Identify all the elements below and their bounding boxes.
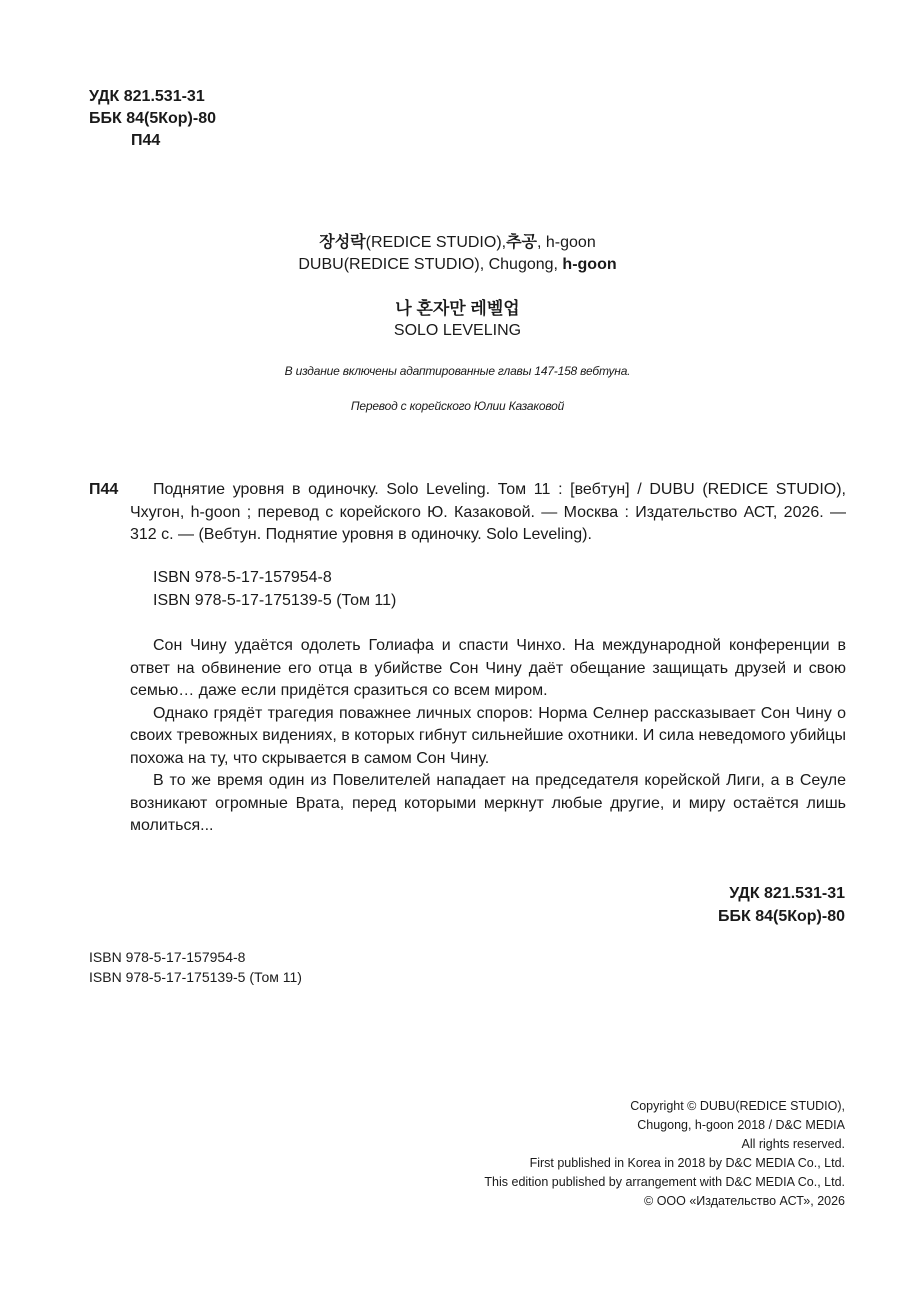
- title-block: [0, 298, 915, 342]
- included-chapters-note: В издание включены адаптированные главы 147-158 вебтуна.: [284, 364, 631, 378]
- classification-right: [718, 882, 845, 928]
- author-hgoon: , h-goon: [537, 234, 596, 251]
- copyright-line-5: This edition published by arrangement with D&C MEDIA Co., Ltd.: [484, 1175, 845, 1189]
- udk-code: УДК 821.531-31: [89, 88, 205, 105]
- isbn-series: ISBN 978-5-17-157954-8: [153, 569, 332, 586]
- author-mark: П44: [131, 132, 161, 149]
- copyright-line-3: All rights reserved.: [741, 1137, 845, 1151]
- copyright-line-1: Copyright © DUBU(REDICE STUDIO),: [630, 1099, 845, 1113]
- copyright-line-4: First published in Korea in 2018 by D&C MEDIA Co., Ltd.: [529, 1156, 845, 1170]
- translation-note: Перевод с корейского Юлии Казаковой: [350, 399, 565, 413]
- isbn-volume: ISBN 978-5-17-175139-5 (Том 11): [153, 591, 397, 609]
- title-korean: 나 혼자만 레벨업: [395, 299, 520, 318]
- authors-latin-main: DUBU(REDICE STUDIO), Chugong,: [298, 256, 563, 273]
- isbn-block-main: [153, 567, 396, 612]
- annotation-paragraph-3: В то же время один из Повелителей нападает на председателя корейской Лиги, а в Сеуле возникают огромные Врата, перед которыми меркнут любые другие, и миру остаётся лишь молиться...: [130, 772, 846, 834]
- isbn-block-bottom: [89, 947, 302, 987]
- annotation-paragraph-2: Однако грядёт трагедия поважнее личных споров: Норма Селнер рассказывает Сон Чину о своих тревожных видениях, в которых гибнут сильнейшие охотники. И сила неведомого убийцы похожа на ту, что скрывается в самом Сон Чину.: [130, 704, 846, 767]
- bibliographic-description: [130, 479, 846, 547]
- annotation: [130, 635, 846, 838]
- bbk-code: ББК 84(5Кор)-80: [89, 110, 216, 127]
- author-studio: (REDICE STUDIO),: [365, 234, 507, 251]
- copyright-line-2: Chugong, h-goon 2018 / D&C MEDIA: [637, 1118, 845, 1132]
- udk-code-right: УДК 821.531-31: [729, 885, 845, 902]
- authors-latin-bold: h-goon: [562, 256, 617, 273]
- author-chugong-korean: 추공: [506, 234, 538, 251]
- authors-block: [0, 232, 915, 276]
- isbn-series-bottom: ISBN 978-5-17-157954-8: [89, 949, 246, 965]
- bbk-code-right: ББК 84(5Кор)-80: [718, 908, 845, 925]
- authors-latin-line: [0, 254, 915, 276]
- authors-korean-line: [0, 232, 915, 254]
- author-korean-name: 장성락: [319, 234, 366, 251]
- title-latin: SOLO LEVELING: [393, 322, 522, 339]
- isbn-volume-bottom: ISBN 978-5-17-175139-5 (Том 11): [89, 969, 302, 985]
- bibliographic-text: Поднятие уровня в одиночку. Solo Leveling. Том 11 : [вебтун] / DUBU (REDICE STUDIO), Чхугон, h-goon ; перевод с корейского Ю. Казаковой. — Москва : Издательство АСТ, 2026. — 312 с. — (Вебтун. Поднятие уровня в одиночку. Solo Leveling).: [130, 481, 846, 543]
- annotation-paragraph-1: Сон Чину удаётся одолеть Голиафа и спасти Чинхо. На международной конференции в ответ на обвинение его отца в убийстве Сон Чину даёт обещание защищать друзей и свою семью… даже если придётся сразиться со всем миром.: [130, 637, 846, 699]
- copyright-line-6: © ООО «Издательство АСТ», 2026: [644, 1194, 845, 1208]
- classification-top: [89, 86, 216, 152]
- bibliographic-mark: П44: [89, 481, 119, 498]
- copyright-block: [484, 1097, 845, 1211]
